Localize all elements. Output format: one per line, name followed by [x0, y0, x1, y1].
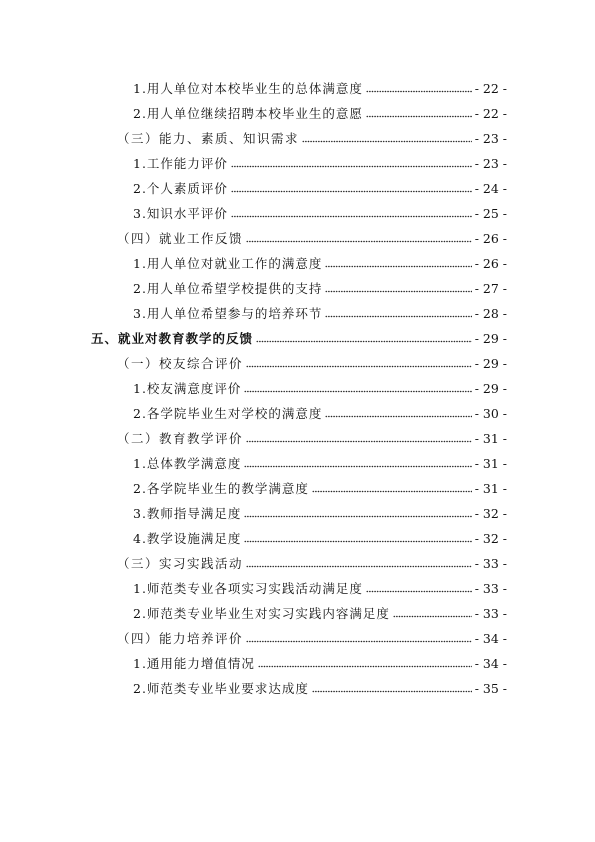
dot-leader	[244, 515, 471, 518]
toc-entry-title: （一）校友综合评价	[117, 356, 244, 371]
dot-leader	[231, 215, 472, 218]
toc-entry[interactable]	[117, 352, 507, 372]
toc-entry[interactable]	[133, 477, 507, 497]
toc-entry-title: 3.用人单位希望参与的培养环节	[133, 306, 323, 321]
toc-entry[interactable]	[133, 527, 507, 547]
toc-entry[interactable]	[133, 377, 507, 397]
toc-entry-title: 2.各学院毕业生的教学满意度	[133, 481, 309, 496]
toc-entry-page-number: - 30 -	[474, 406, 507, 421]
toc-entry[interactable]	[117, 127, 507, 147]
toc-entry-page-number: - 31 -	[474, 431, 507, 446]
toc-entry-page-number: - 34 -	[474, 631, 507, 646]
toc-entry-page-number: - 34 -	[474, 656, 507, 671]
toc-entry[interactable]	[133, 202, 507, 222]
toc-entry[interactable]	[133, 102, 507, 122]
dot-leader	[246, 565, 472, 568]
toc-entry-title: 2.各学院毕业生对学校的满意度	[133, 406, 323, 421]
toc-entry[interactable]	[117, 227, 507, 247]
dot-leader	[366, 90, 472, 93]
toc-entry[interactable]	[133, 152, 507, 172]
dot-leader	[325, 315, 471, 318]
toc-entry-title: （二）教育教学评价	[117, 431, 244, 446]
toc-entry-title: 1.用人单位对就业工作的满意度	[133, 256, 323, 271]
toc-entry-title: （三）实习实践活动	[117, 556, 244, 571]
toc-entry-page-number: - 23 -	[474, 156, 507, 171]
toc-entry-title: 1.师范类专业各项实习实践活动满足度	[133, 581, 363, 596]
dot-leader	[256, 340, 472, 343]
toc-entry[interactable]	[133, 77, 507, 97]
toc-entry[interactable]	[133, 577, 507, 597]
toc-entry[interactable]	[117, 627, 507, 647]
dot-leader	[325, 415, 471, 418]
toc-entry-title: 1.总体教学满意度	[133, 456, 242, 471]
toc-entry-page-number: - 26 -	[474, 231, 507, 246]
toc-entry-page-number: - 32 -	[474, 506, 507, 521]
dot-leader	[312, 490, 472, 493]
toc-entry-title: 3.教师指导满足度	[133, 506, 242, 521]
dot-leader	[246, 440, 472, 443]
toc-entry-title: 3.知识水平评价	[133, 206, 228, 221]
dot-leader	[246, 240, 472, 243]
dot-leader	[366, 590, 472, 593]
toc-entry[interactable]	[133, 302, 507, 322]
toc-entry[interactable]	[133, 252, 507, 272]
toc-entry-title: 2.师范类专业毕业生对实习实践内容满足度	[133, 606, 390, 621]
toc-entry[interactable]	[133, 652, 507, 672]
toc-entry-page-number: - 27 -	[474, 281, 507, 296]
toc-entry[interactable]	[133, 677, 507, 697]
dot-leader	[231, 165, 472, 168]
toc-entry[interactable]	[117, 552, 507, 572]
toc-entry[interactable]	[133, 402, 507, 422]
dot-leader	[393, 615, 472, 618]
dot-leader	[312, 690, 472, 693]
toc-entry-title: （三）能力、素质、知识需求	[117, 131, 300, 146]
toc-entry-title: 五、就业对教育教学的反馈	[91, 331, 254, 346]
toc-entry-page-number: - 33 -	[474, 606, 507, 621]
toc-entry[interactable]	[117, 427, 507, 447]
toc-entry-page-number: - 33 -	[474, 581, 507, 596]
toc-entry-title: 1.校友满意度评价	[133, 381, 242, 396]
toc-entry-page-number: - 29 -	[474, 381, 507, 396]
toc-entry-page-number: - 23 -	[474, 131, 507, 146]
toc-entry-page-number: - 29 -	[474, 331, 507, 346]
toc-entry-page-number: - 24 -	[474, 181, 507, 196]
toc-entry[interactable]	[133, 602, 507, 622]
toc-entry[interactable]	[133, 277, 507, 297]
toc-entry-page-number: - 26 -	[474, 256, 507, 271]
toc-entry[interactable]	[133, 452, 507, 472]
toc-entry-title: 2.个人素质评价	[133, 181, 228, 196]
dot-leader	[366, 115, 472, 118]
toc-entry-page-number: - 29 -	[474, 356, 507, 371]
toc-entry-title: 1.用人单位对本校毕业生的总体满意度	[133, 81, 363, 96]
toc-entry[interactable]	[133, 177, 507, 197]
dot-leader	[325, 290, 471, 293]
dot-leader	[246, 640, 472, 643]
toc-entry-page-number: - 33 -	[474, 556, 507, 571]
toc-entry-page-number: - 31 -	[474, 456, 507, 471]
toc-entry-title: 2.师范类专业毕业要求达成度	[133, 681, 309, 696]
toc-entry-page-number: - 28 -	[474, 306, 507, 321]
dot-leader	[244, 540, 471, 543]
dot-leader	[325, 265, 471, 268]
toc-entry-title: 2.用人单位继续招聘本校毕业生的意愿	[133, 106, 363, 121]
toc-entry-title: （四）能力培养评价	[117, 631, 244, 646]
toc-entry-title: 2.用人单位希望学校提供的支持	[133, 281, 323, 296]
toc-entry-page-number: - 35 -	[474, 681, 507, 696]
dot-leader	[244, 390, 471, 393]
toc-entry-page-number: - 31 -	[474, 481, 507, 496]
toc-entry-title: 4.教学设施满足度	[133, 531, 242, 546]
toc-entry-title: （四）就业工作反馈	[117, 231, 244, 246]
toc-entry-title: 1.通用能力增值情况	[133, 656, 255, 671]
toc-entry-page-number: - 22 -	[474, 81, 507, 96]
toc-entry[interactable]	[133, 502, 507, 522]
toc-entry-page-number: - 25 -	[474, 206, 507, 221]
dot-leader	[246, 365, 472, 368]
dot-leader	[244, 465, 471, 468]
toc-entry-page-number: - 22 -	[474, 106, 507, 121]
toc-entry-page-number: - 32 -	[474, 531, 507, 546]
dot-leader	[231, 190, 472, 193]
dot-leader	[258, 665, 472, 668]
toc-entry-title: 1.工作能力评价	[133, 156, 228, 171]
toc-entry[interactable]	[91, 327, 507, 347]
dot-leader	[302, 140, 472, 143]
